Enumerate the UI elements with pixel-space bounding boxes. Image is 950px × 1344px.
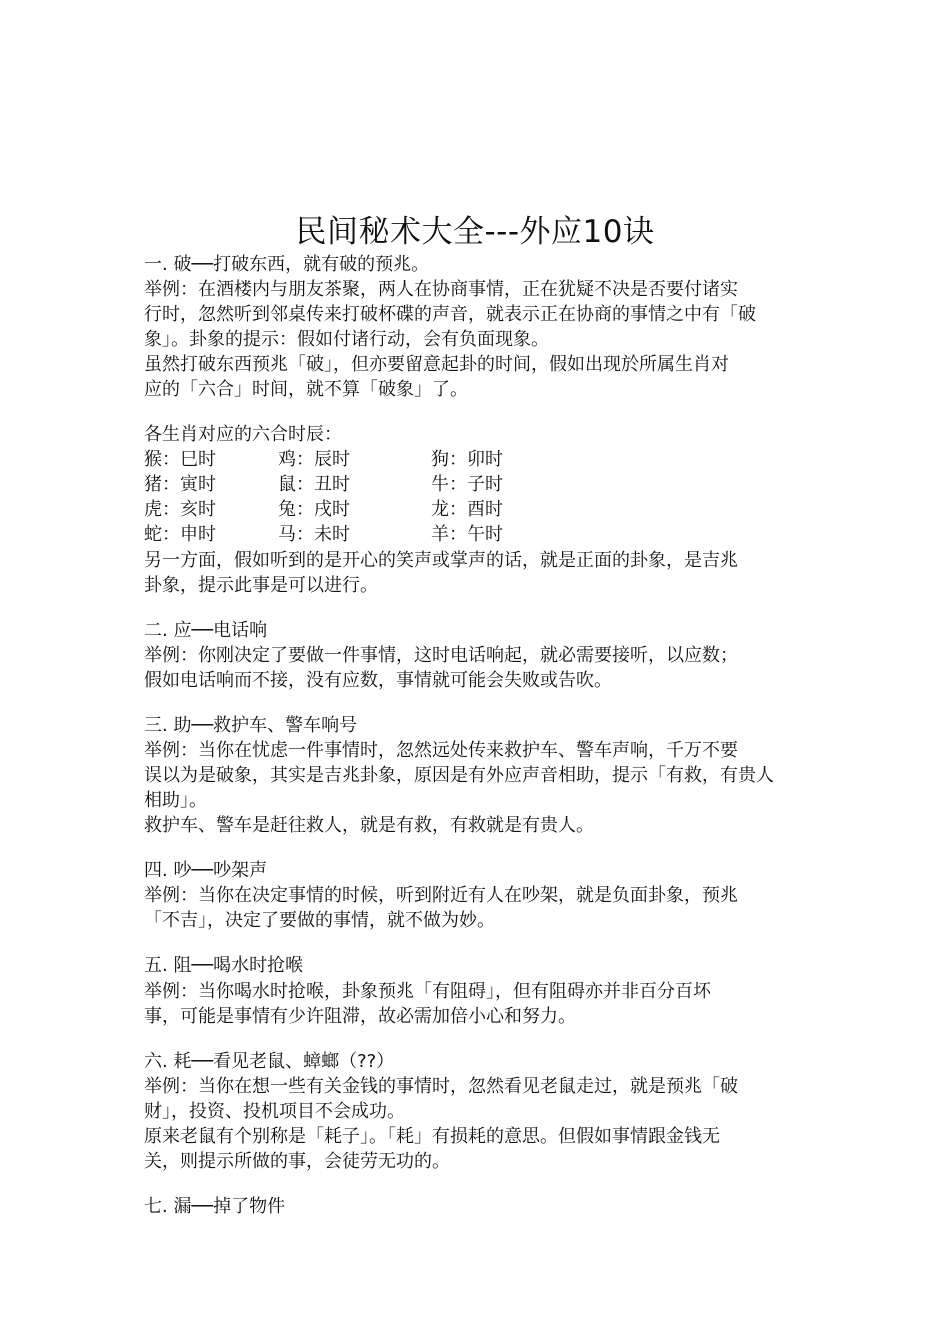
section-heading-2: 二. 应──电话响: [144, 620, 268, 641]
zodiac-cell: 狗：卯时: [431, 449, 503, 470]
paragraph-line: 虽然打破东西预兆「破」，但亦要留意起卦的时间，假如出现於所属生肖对: [144, 354, 729, 375]
zodiac-cell: 鸡：辰时: [278, 449, 350, 470]
section-heading-7: 七. 漏──掉了物件: [144, 1196, 286, 1217]
zodiac-table-heading: 各生肖对应的六合时辰：: [144, 424, 342, 445]
paragraph-line: 象」。卦象的提示：假如付诸行动，会有负面现象。: [144, 329, 549, 350]
paragraph-line: 原来老鼠有个别称是「耗子」。「耗」有损耗的意思。但假如事情跟金钱无: [144, 1126, 720, 1147]
paragraph-line: 行时，忽然听到邻桌传来打破杯碟的声音，就表示正在协商的事情之中有「破: [144, 304, 756, 325]
paragraph-line: 关，则提示所做的事，会徒劳无功的。: [144, 1151, 450, 1172]
zodiac-cell: 羊：午时: [431, 524, 503, 545]
paragraph-line: 相助」。: [144, 790, 207, 811]
document-title: 民间秘术大全---外应10诀: [295, 214, 655, 250]
section-heading-3: 三. 助──救护车、警车响号: [144, 715, 358, 736]
paragraph-line: 假如电话响而不接，没有应数，事情就可能会失败或告吹。: [144, 670, 612, 691]
paragraph-line: 举例：当你在想一些有关金钱的事情时，忽然看见老鼠走过，就是预兆「破: [144, 1076, 738, 1097]
zodiac-cell: 蛇：申时: [144, 524, 216, 545]
section-heading-4: 四. 吵──吵架声: [144, 860, 268, 881]
zodiac-cell: 马：未时: [278, 524, 350, 545]
zodiac-cell: 鼠：丑时: [278, 474, 350, 495]
paragraph-line: 卦象，提示此事是可以进行。: [144, 575, 378, 596]
paragraph-line: 举例：当你在决定事情的时候，听到附近有人在吵架，就是负面卦象，预兆: [144, 885, 738, 906]
paragraph-line: 举例：在酒楼内与朋友茶聚，两人在协商事情，正在犹疑不决是否要付诸实: [144, 279, 738, 300]
zodiac-cell: 猴：巳时: [144, 449, 216, 470]
paragraph-line: 事，可能是事情有少许阻滞，故必需加倍小心和努力。: [144, 1006, 576, 1027]
paragraph-line: 救护车、警车是赶往救人，就是有救，有救就是有贵人。: [144, 815, 594, 836]
zodiac-cell: 兔：戌时: [278, 499, 350, 520]
section-heading-1: 一. 破──打破东西，就有破的预兆。: [144, 254, 430, 275]
paragraph-line: 应的「六合」时间，就不算「破象」了。: [144, 379, 468, 400]
section-heading-6: 六. 耗──看见老鼠、蟑螂（??）: [144, 1051, 395, 1072]
section-heading-5: 五. 阻──喝水时抢喉: [144, 955, 304, 976]
zodiac-cell: 猪：寅时: [144, 474, 216, 495]
zodiac-cell: 龙：酉时: [431, 499, 503, 520]
paragraph-line: 误以为是破象，其实是吉兆卦象，原因是有外应声音相助，提示「有救，有贵人: [144, 765, 774, 786]
paragraph-line: 财」，投资、投机项目不会成功。: [144, 1101, 405, 1122]
zodiac-cell: 虎：亥时: [144, 499, 216, 520]
paragraph-line: 举例：你刚决定了要做一件事情，这时电话响起，就必需要接听，以应数；: [144, 645, 738, 666]
paragraph-line: 「不吉」，决定了要做的事情，就不做为妙。: [144, 910, 495, 931]
paragraph-line: 举例：当你在忧虑一件事情时，忽然远处传来救护车、警车声响，千万不要: [144, 740, 738, 761]
zodiac-cell: 牛：子时: [431, 474, 503, 495]
paragraph-line: 举例：当你喝水时抢喉，卦象预兆「有阻碍」，但有阻碍亦并非百分百坏: [144, 981, 711, 1002]
paragraph-line: 另一方面，假如听到的是开心的笑声或掌声的话，就是正面的卦象，是吉兆: [144, 550, 738, 571]
